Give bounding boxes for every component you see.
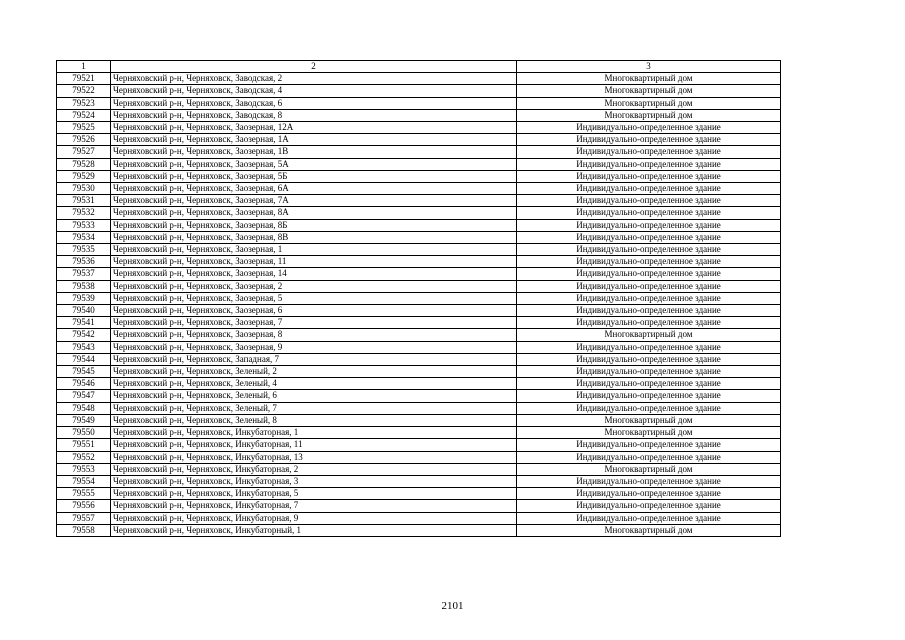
table-row xyxy=(57,488,781,500)
row-number-cell: 79556 xyxy=(57,500,111,512)
table-row xyxy=(57,341,781,353)
row-number-cell: 79558 xyxy=(57,524,111,536)
building-type-cell: Индивидуально-определенное здание xyxy=(517,170,781,182)
building-type-cell: Многоквартирный дом xyxy=(517,97,781,109)
row-number-cell: 79548 xyxy=(57,402,111,414)
address-cell: Черняховский р-н, Черняховск, Инкубаторная, 3 xyxy=(111,475,517,487)
row-number-cell: 79535 xyxy=(57,244,111,256)
address-cell: Черняховский р-н, Черняховск, Заозерная, 5Б xyxy=(111,170,517,182)
address-cell: Черняховский р-н, Черняховск, Заводская, 6 xyxy=(111,97,517,109)
table-row xyxy=(57,378,781,390)
row-number-cell: 79527 xyxy=(57,146,111,158)
building-type-cell: Индивидуально-определенное здание xyxy=(517,390,781,402)
row-number-cell: 79539 xyxy=(57,292,111,304)
building-type-cell: Индивидуально-определенное здание xyxy=(517,244,781,256)
building-type-cell: Индивидуально-определенное здание xyxy=(517,280,781,292)
address-cell: Черняховский р-н, Черняховск, Заозерная, 6А xyxy=(111,183,517,195)
address-cell: Черняховский р-н, Черняховск, Заводская, 8 xyxy=(111,109,517,121)
table-row xyxy=(57,97,781,109)
table-row xyxy=(57,329,781,341)
table-row xyxy=(57,317,781,329)
row-number-cell: 79557 xyxy=(57,512,111,524)
building-type-cell: Многоквартирный дом xyxy=(517,329,781,341)
table-row xyxy=(57,292,781,304)
building-type-cell: Индивидуально-определенное здание xyxy=(517,305,781,317)
address-cell: Черняховский р-н, Черняховск, Западная, 7 xyxy=(111,353,517,365)
address-cell: Черняховский р-н, Черняховск, Заозерная, 12А xyxy=(111,122,517,134)
building-type-cell: Индивидуально-определенное здание xyxy=(517,292,781,304)
building-type-cell: Индивидуально-определенное здание xyxy=(517,439,781,451)
table-row xyxy=(57,170,781,182)
row-number-cell: 79521 xyxy=(57,73,111,85)
address-cell: Черняховский р-н, Черняховск, Зеленый, 4 xyxy=(111,378,517,390)
row-number-cell: 79545 xyxy=(57,366,111,378)
building-type-cell: Индивидуально-определенное здание xyxy=(517,488,781,500)
table-row xyxy=(57,451,781,463)
address-cell: Черняховский р-н, Черняховск, Заозерная, 8 xyxy=(111,329,517,341)
table-row xyxy=(57,122,781,134)
building-type-cell: Индивидуально-определенное здание xyxy=(517,341,781,353)
building-type-cell: Индивидуально-определенное здание xyxy=(517,231,781,243)
table-row xyxy=(57,146,781,158)
address-cell: Черняховский р-н, Черняховск, Зеленый, 6 xyxy=(111,390,517,402)
row-number-cell: 79523 xyxy=(57,97,111,109)
table-row xyxy=(57,85,781,97)
table-header-row xyxy=(57,61,781,73)
building-type-cell: Индивидуально-определенное здание xyxy=(517,366,781,378)
building-type-cell: Индивидуально-определенное здание xyxy=(517,475,781,487)
address-cell: Черняховский р-н, Черняховск, Заводская, 4 xyxy=(111,85,517,97)
address-cell: Черняховский р-н, Черняховск, Заозерная, 14 xyxy=(111,268,517,280)
row-number-cell: 79546 xyxy=(57,378,111,390)
address-cell: Черняховский р-н, Черняховск, Заозерная, 11 xyxy=(111,256,517,268)
row-number-cell: 79530 xyxy=(57,183,111,195)
building-type-cell: Индивидуально-определенное здание xyxy=(517,512,781,524)
row-number-cell: 79533 xyxy=(57,219,111,231)
building-type-cell: Многоквартирный дом xyxy=(517,109,781,121)
buildings-table xyxy=(56,60,781,537)
row-number-cell: 79522 xyxy=(57,85,111,97)
building-type-cell: Индивидуально-определенное здание xyxy=(517,317,781,329)
row-number-cell: 79536 xyxy=(57,256,111,268)
address-cell: Черняховский р-н, Черняховск, Заозерная, 5 xyxy=(111,292,517,304)
table-row xyxy=(57,109,781,121)
row-number-cell: 79534 xyxy=(57,231,111,243)
row-number-cell: 79552 xyxy=(57,451,111,463)
building-type-cell: Многоквартирный дом xyxy=(517,414,781,426)
table-row xyxy=(57,256,781,268)
building-type-cell: Индивидуально-определенное здание xyxy=(517,353,781,365)
row-number-cell: 79549 xyxy=(57,414,111,426)
address-cell: Черняховский р-н, Черняховск, Заозерная, 9 xyxy=(111,341,517,353)
building-type-cell: Многоквартирный дом xyxy=(517,524,781,536)
table-row xyxy=(57,231,781,243)
address-cell: Черняховский р-н, Черняховск, Заозерная, 1 xyxy=(111,244,517,256)
building-type-cell: Индивидуально-определенное здание xyxy=(517,500,781,512)
table-row xyxy=(57,305,781,317)
table-row xyxy=(57,414,781,426)
table-row xyxy=(57,500,781,512)
row-number-cell: 79543 xyxy=(57,341,111,353)
table-row xyxy=(57,219,781,231)
address-cell: Черняховский р-н, Черняховск, Инкубаторная, 1 xyxy=(111,427,517,439)
building-type-cell: Индивидуально-определенное здание xyxy=(517,451,781,463)
table-row xyxy=(57,402,781,414)
table-row xyxy=(57,134,781,146)
table-row xyxy=(57,463,781,475)
row-number-cell: 79537 xyxy=(57,268,111,280)
address-cell: Черняховский р-н, Черняховск, Инкубаторная, 7 xyxy=(111,500,517,512)
row-number-cell: 79553 xyxy=(57,463,111,475)
row-number-cell: 79524 xyxy=(57,109,111,121)
table-row xyxy=(57,73,781,85)
address-cell: Черняховский р-н, Черняховск, Инкубаторная, 13 xyxy=(111,451,517,463)
row-number-cell: 79544 xyxy=(57,353,111,365)
column-header-3: 3 xyxy=(517,61,781,73)
table-body xyxy=(57,61,781,537)
building-type-cell: Индивидуально-определенное здание xyxy=(517,158,781,170)
table-row xyxy=(57,427,781,439)
table-row xyxy=(57,244,781,256)
address-cell: Черняховский р-н, Черняховск, Инкубаторная, 5 xyxy=(111,488,517,500)
row-number-cell: 79532 xyxy=(57,207,111,219)
building-type-cell: Индивидуально-определенное здание xyxy=(517,402,781,414)
address-cell: Черняховский р-н, Черняховск, Инкубаторная, 11 xyxy=(111,439,517,451)
building-type-cell: Индивидуально-определенное здание xyxy=(517,207,781,219)
table-row xyxy=(57,195,781,207)
row-number-cell: 79529 xyxy=(57,170,111,182)
row-number-cell: 79547 xyxy=(57,390,111,402)
address-cell: Черняховский р-н, Черняховск, Заозерная, 1А xyxy=(111,134,517,146)
table-row xyxy=(57,268,781,280)
address-cell: Черняховский р-н, Черняховск, Заозерная, 7 xyxy=(111,317,517,329)
address-cell: Черняховский р-н, Черняховск, Инкубаторная, 9 xyxy=(111,512,517,524)
row-number-cell: 79550 xyxy=(57,427,111,439)
table-row xyxy=(57,207,781,219)
row-number-cell: 79541 xyxy=(57,317,111,329)
table-row xyxy=(57,475,781,487)
building-type-cell: Индивидуально-определенное здание xyxy=(517,268,781,280)
row-number-cell: 79526 xyxy=(57,134,111,146)
building-type-cell: Индивидуально-определенное здание xyxy=(517,219,781,231)
address-cell: Черняховский р-н, Черняховск, Заводская, 2 xyxy=(111,73,517,85)
column-header-1: 1 xyxy=(57,61,111,73)
row-number-cell: 79555 xyxy=(57,488,111,500)
building-type-cell: Индивидуально-определенное здание xyxy=(517,134,781,146)
table-row xyxy=(57,158,781,170)
building-type-cell: Индивидуально-определенное здание xyxy=(517,122,781,134)
building-type-cell: Многоквартирный дом xyxy=(517,85,781,97)
row-number-cell: 79554 xyxy=(57,475,111,487)
row-number-cell: 79525 xyxy=(57,122,111,134)
table-row xyxy=(57,439,781,451)
building-type-cell: Индивидуально-определенное здание xyxy=(517,378,781,390)
row-number-cell: 79528 xyxy=(57,158,111,170)
column-header-2: 2 xyxy=(111,61,517,73)
address-cell: Черняховский р-н, Черняховск, Заозерная, 8Б xyxy=(111,219,517,231)
address-cell: Черняховский р-н, Черняховск, Зеленый, 8 xyxy=(111,414,517,426)
table-row xyxy=(57,390,781,402)
page-number: 2101 xyxy=(441,600,464,612)
building-type-cell: Многоквартирный дом xyxy=(517,427,781,439)
building-type-cell: Индивидуально-определенное здание xyxy=(517,195,781,207)
table-row xyxy=(57,280,781,292)
address-cell: Черняховский р-н, Черняховск, Заозерная, 7А xyxy=(111,195,517,207)
building-type-cell: Индивидуально-определенное здание xyxy=(517,146,781,158)
row-number-cell: 79540 xyxy=(57,305,111,317)
address-cell: Черняховский р-н, Черняховск, Зеленый, 2 xyxy=(111,366,517,378)
address-cell: Черняховский р-н, Черняховск, Инкубаторная, 2 xyxy=(111,463,517,475)
address-cell: Черняховский р-н, Черняховск, Зеленый, 7 xyxy=(111,402,517,414)
building-type-cell: Индивидуально-определенное здание xyxy=(517,256,781,268)
building-type-cell: Индивидуально-определенное здание xyxy=(517,183,781,195)
row-number-cell: 79538 xyxy=(57,280,111,292)
address-cell: Черняховский р-н, Черняховск, Инкубаторный, 1 xyxy=(111,524,517,536)
row-number-cell: 79551 xyxy=(57,439,111,451)
row-number-cell: 79531 xyxy=(57,195,111,207)
table-row xyxy=(57,183,781,195)
table-row xyxy=(57,524,781,536)
address-cell: Черняховский р-н, Черняховск, Заозерная, 2 xyxy=(111,280,517,292)
address-cell: Черняховский р-н, Черняховск, Заозерная, 8А xyxy=(111,207,517,219)
address-cell: Черняховский р-н, Черняховск, Заозерная, 1В xyxy=(111,146,517,158)
building-type-cell: Многоквартирный дом xyxy=(517,73,781,85)
address-cell: Черняховский р-н, Черняховск, Заозерная, 6 xyxy=(111,305,517,317)
building-type-cell: Многоквартирный дом xyxy=(517,463,781,475)
table-row xyxy=(57,353,781,365)
address-cell: Черняховский р-н, Черняховск, Заозерная, 8В xyxy=(111,231,517,243)
address-cell: Черняховский р-н, Черняховск, Заозерная, 5А xyxy=(111,158,517,170)
table-row xyxy=(57,512,781,524)
table-row xyxy=(57,366,781,378)
row-number-cell: 79542 xyxy=(57,329,111,341)
